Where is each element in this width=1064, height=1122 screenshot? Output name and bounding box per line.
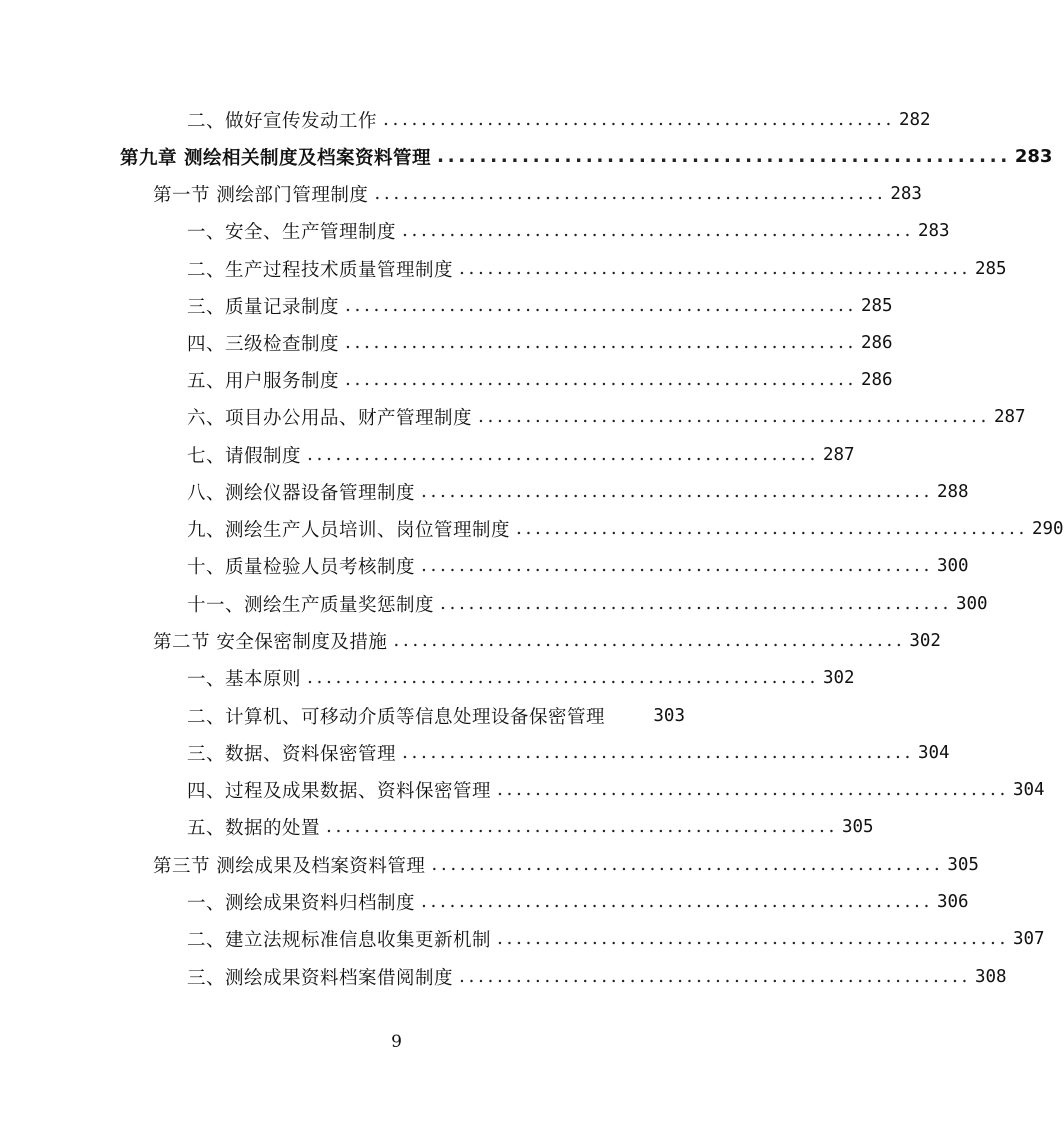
toc-entry[interactable] [187,250,1007,287]
toc-entry[interactable] [187,547,969,584]
toc-entry[interactable] [187,808,874,845]
toc-entry-page: 286 [860,369,893,390]
toc-entry[interactable] [187,510,1064,547]
toc-entry-page: 305 [947,854,979,875]
toc-entry-title: 二、生产过程技术质量管理制度 [187,259,454,281]
toc-entry-page: 282 [898,109,931,130]
toc-leader-dots: ...................................................... [307,667,819,688]
toc-entry-title: 第一节 测绘部门管理制度 [153,184,369,206]
toc-section-entry[interactable] [153,846,979,883]
toc-entry-page: 283 [1014,146,1053,167]
toc-entry[interactable] [187,697,685,734]
toc-leader-dots: ...................................................... [374,183,887,204]
toc-entry-title: 第三节 测绘成果及档案资料管理 [153,855,426,877]
toc-leader-dots: ...................................................... [307,444,819,465]
toc-leader-dots: ...................................................... [402,220,914,241]
toc-entry-title: 六、项目办公用品、财产管理制度 [187,407,473,429]
toc-leader-dots: ...................................................... [345,332,857,353]
toc-entry-page: 302 [822,667,855,688]
toc-leader-dots: ...................................................... [440,593,952,614]
toc-entry[interactable] [187,659,855,696]
toc-leader-dots: ...................................................... [516,518,1028,539]
toc-entry-title: 第九章 测绘相关制度及档案资料管理 [120,147,431,169]
toc-entry[interactable] [187,287,893,324]
toc-entry-title: 二、计算机、可移动介质等信息处理设备保密管理 [187,706,606,728]
toc-leader-dots: ...................................................... [345,295,857,316]
toc-leader-dots: ...................................................... [459,258,971,279]
toc-leader-dots: ...................................................... [459,966,971,987]
toc-entry-title: 七、请假制度 [187,445,302,467]
toc-entry-page: 304 [917,742,950,763]
toc-entry-page: 307 [1012,928,1045,949]
toc-entry[interactable] [187,361,893,398]
page-number: 9 [391,1032,402,1052]
toc-entry[interactable] [187,771,1045,808]
toc-entry[interactable] [187,436,855,473]
toc-entry-page: 285 [860,295,893,316]
toc-entry-title: 一、安全、生产管理制度 [187,221,397,243]
toc-entry-page: 286 [860,332,893,353]
toc-entry-title: 十、质量检验人员考核制度 [187,556,416,578]
toc-entry-page: 285 [974,258,1007,279]
toc-entry[interactable] [187,920,1045,957]
toc-entry-page: 300 [955,593,988,614]
toc-leader-dots: ...................................................... [421,555,933,576]
toc-entry-page: 303 [653,705,685,726]
toc-entry-title: 十一、测绘生产质量奖惩制度 [187,594,435,616]
toc-entry-page: 300 [936,555,969,576]
toc-chapter-entry[interactable] [120,138,1053,175]
toc-entry-page: 288 [936,481,969,502]
toc-entry[interactable] [187,473,969,510]
toc-leader-dots: ...................................................... [383,109,895,130]
toc-entry-title: 三、数据、资料保密管理 [187,743,397,765]
toc-entry-title: 五、用户服务制度 [187,370,340,392]
toc-entry-page: 302 [909,630,941,651]
toc-section-entry[interactable] [153,175,922,212]
toc-leader-dots: ...................................................... [402,742,914,763]
toc-entry[interactable] [187,958,1007,995]
toc-leader-dots: ...................................................... [421,891,933,912]
toc-entry-title: 四、三级检查制度 [187,333,340,355]
toc-entry-title: 八、测绘仪器设备管理制度 [187,482,416,504]
toc-entry[interactable] [187,585,988,622]
toc-entry-title: 一、基本原则 [187,668,302,690]
toc-section-entry[interactable] [153,622,941,659]
toc-entry-page: 287 [822,444,855,465]
toc-entry-title: 四、过程及成果数据、资料保密管理 [187,780,492,802]
toc-entry-title: 二、做好宣传发动工作 [187,110,378,132]
toc-entry[interactable] [187,398,1026,435]
toc-entry-title: 三、测绘成果资料档案借阅制度 [187,967,454,989]
toc-entry[interactable] [187,212,950,249]
toc-entry-title: 五、数据的处置 [187,817,321,839]
toc-leader-dots: ...................................................... [431,854,944,875]
toc-entry-page: 290 [1031,518,1064,539]
toc-leader-dots: ...................................................... [436,146,1011,167]
toc-entry-title: 第二节 安全保密制度及措施 [153,631,388,653]
toc-entry[interactable] [187,101,931,138]
toc-leader-dots: ...................................................... [326,816,838,837]
toc-leader-dots: ...................................................... [497,779,1009,800]
toc-entry-page: 283 [890,183,922,204]
toc-entry-page: 306 [936,891,969,912]
toc-leader-dots: ...................................................... [497,928,1009,949]
toc-entry-page: 308 [974,966,1007,987]
toc-leader-dots: ...................................................... [345,369,857,390]
toc-entry[interactable] [187,734,950,771]
toc-leader-dots: ...................................................... [478,406,990,427]
toc-entry-title: 一、测绘成果资料归档制度 [187,892,416,914]
toc-leader-dots: ...................................................... [393,630,906,651]
toc-entry-title: 二、建立法规标准信息收集更新机制 [187,929,492,951]
toc-entry-page: 305 [841,816,874,837]
toc-entry[interactable] [187,883,969,920]
toc-leader-dots: ...................................................... [421,481,933,502]
toc-entry-page: 304 [1012,779,1045,800]
toc-entry-title: 九、测绘生产人员培训、岗位管理制度 [187,519,511,541]
toc-entry-title: 三、质量记录制度 [187,296,340,318]
toc-entry-page: 283 [917,220,950,241]
toc-entry-page: 287 [993,406,1026,427]
toc-entry[interactable] [187,324,893,361]
